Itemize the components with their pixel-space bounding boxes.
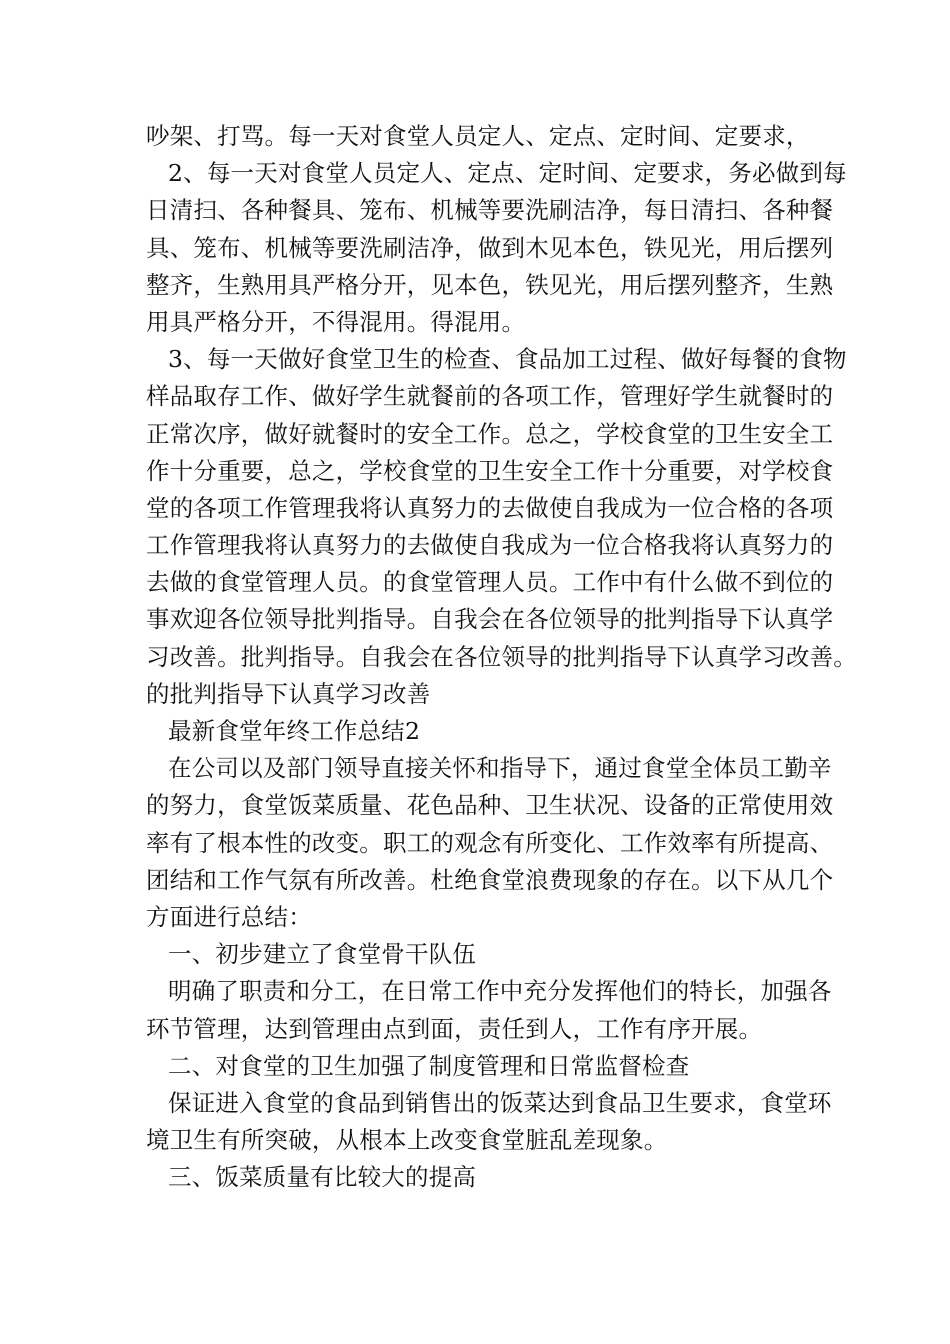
text-line: 样品取存工作、做好学生就餐前的各项工作，管理好学生就餐时的 bbox=[146, 382, 834, 411]
text-line: 团结和工作气氛有所改善。杜绝食堂浪费现象的存在。以下从几个 bbox=[146, 865, 834, 894]
text-line: 3、每一天做好食堂卫生的检查、食品加工过程、做好每餐的食物 bbox=[168, 345, 847, 374]
text-line: 2、每一天对食堂人员定人、定点、定时间、定要求，务必做到每 bbox=[168, 159, 847, 188]
text-line: 堂的各项工作管理我将认真努力的去做使自我成为一位合格的各项 bbox=[146, 493, 834, 522]
text-line: 工作管理我将认真努力的去做使自我成为一位合格我将认真努力的 bbox=[146, 531, 834, 560]
text-line: 用具严格分开，不得混用。得混用。 bbox=[146, 307, 526, 336]
text-line: 方面进行总结： bbox=[146, 902, 312, 931]
text-line: 作十分重要，总之，学校食堂的卫生安全工作十分重要，对学校食 bbox=[146, 456, 834, 485]
text-line: 事欢迎各位领导批判指导。自我会在各位领导的批判指导下认真学 bbox=[146, 605, 834, 634]
text-line: 的批判指导下认真学习改善 bbox=[146, 679, 431, 708]
text-line: 三、饭菜质量有比较大的提高 bbox=[168, 1163, 477, 1192]
text-line: 习改善。批判指导。自我会在各位领导的批判指导下认真学习改善。 bbox=[146, 642, 857, 671]
text-line: 整齐，生熟用具严格分开，见本色，铁见光，用后摆列整齐，生熟 bbox=[146, 270, 834, 299]
text-line: 最新食堂年终工作总结2 bbox=[168, 717, 421, 745]
text-line: 环节管理，达到管理由点到面，责任到人，工作有序开展。 bbox=[146, 1014, 763, 1043]
text-line: 明确了职责和分工，在日常工作中充分发挥他们的特长，加强各 bbox=[168, 977, 832, 1006]
text-line: 日清扫、各种餐具、笼布、机械等要洗刷洁净，每日清扫、各种餐 bbox=[146, 196, 834, 225]
text-line: 一、初步建立了食堂骨干队伍 bbox=[168, 940, 477, 969]
text-line: 的努力，食堂饭菜质量、花色品种、卫生状况、设备的正常使用效 bbox=[146, 791, 834, 820]
text-line: 境卫生有所突破，从根本上改变食堂脏乱差现象。 bbox=[146, 1126, 668, 1155]
text-line: 正常次序，做好就餐时的安全工作。总之，学校食堂的卫生安全工 bbox=[146, 419, 834, 448]
text-line: 在公司以及部门领导直接关怀和指导下，通过食堂全体员工勤辛 bbox=[168, 754, 832, 783]
text-line: 率有了根本性的改变。职工的观念有所变化、工作效率有所提高、 bbox=[146, 828, 834, 857]
text-line: 去做的食堂管理人员。的食堂管理人员。工作中有什么做不到位的 bbox=[146, 568, 834, 597]
document-body bbox=[146, 118, 857, 1196]
text-line: 二、对食堂的卫生加强了制度管理和日常监督检查 bbox=[168, 1051, 690, 1080]
text-line: 吵架、打骂。每一天对食堂人员定人、定点、定时间、定要求， bbox=[146, 122, 810, 150]
text-line: 具、笼布、机械等要洗刷洁净，做到木见本色，铁见光，用后摆列 bbox=[146, 233, 834, 262]
text-line: 保证进入食堂的食品到销售出的饭菜达到食品卫生要求，食堂环 bbox=[168, 1088, 832, 1117]
